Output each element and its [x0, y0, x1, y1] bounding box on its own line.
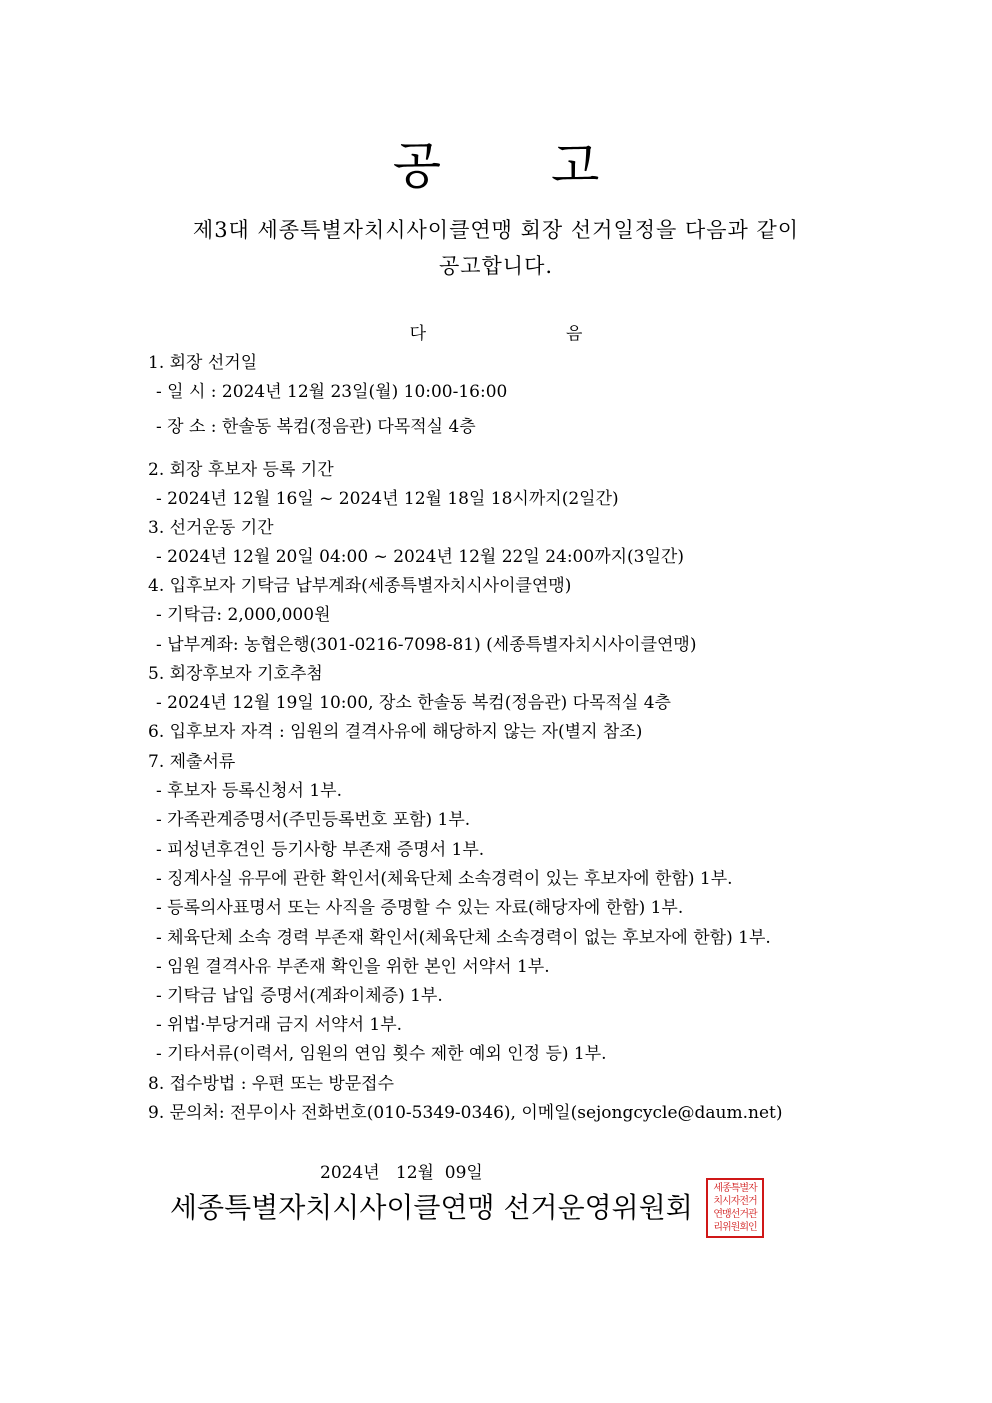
item-2-heading: 2. 회장 후보자 등록 기간 [148, 460, 334, 480]
item-9-contact: 9. 문의처: 전무이사 전화번호(010-5349-0346), 이메일(sejongcycle@daum.net) [148, 1103, 783, 1123]
seal-line: 세종특별자 [713, 1183, 757, 1194]
document-item: - 기탁금 납입 증명서(계좌이체증) 1부. [156, 986, 443, 1006]
intro-line-2: 공고합니다. [438, 254, 554, 278]
intro-paragraph [120, 212, 872, 284]
item-5-heading: 5. 회장후보자 기호추첨 [148, 664, 323, 684]
page-title [0, 136, 992, 196]
organization-name: 세종특별자치시사이클연맹 선거운영위원회 [170, 1191, 693, 1224]
document-item: - 후보자 등록신청서 1부. [156, 781, 342, 801]
section-heading-right: 음 [566, 324, 583, 344]
document-item: - 위법·부당거래 금지 서약서 1부. [156, 1015, 403, 1035]
title-left: 공 [392, 137, 441, 195]
document-item: - 기타서류(이력서, 임원의 연임 횟수 제한 예외 인정 등) 1부. [156, 1044, 607, 1064]
item-2-period: - 2024년 12월 16일 ~ 2024년 12월 18일 18시까지(2일간) [156, 489, 619, 509]
announcement-date: 2024년 12월 09일 [320, 1163, 483, 1183]
item-1-datetime: - 일 시 : 2024년 12월 23일(월) 10:00-16:00 [156, 382, 508, 402]
seal-line: 리위원회인 [713, 1222, 757, 1233]
item-3-heading: 3. 선거운동 기간 [148, 518, 274, 538]
item-7-heading: 7. 제출서류 [148, 752, 236, 772]
seal-line: 연맹선거관 [713, 1209, 757, 1220]
official-seal [706, 1178, 764, 1238]
section-heading-left: 다 [409, 324, 426, 344]
document-item: - 피성년후견인 등기사항 부존재 증명서 1부. [156, 840, 485, 860]
intro-line-1: 제3대 세종특별자치시사이클연맹 회장 선거일정을 다음과 같이 [192, 218, 800, 242]
item-4-heading: 4. 입후보자 기탁금 납부계좌(세종특별자치시사이클연맹) [148, 576, 572, 596]
document-item: - 체육단체 소속 경력 부존재 확인서(체육단체 소속경력이 없는 후보자에 한함) 1부. [156, 928, 771, 948]
item-3-period: - 2024년 12월 20일 04:00 ~ 2024년 12월 22일 24:00까지(3일간) [156, 547, 684, 567]
document-item: - 가족관계증명서(주민등록번호 포함) 1부. [156, 810, 471, 830]
item-6-heading: 6. 입후보자 자격 : 임원의 결격사유에 해당하지 않는 자(별지 참조) [148, 722, 643, 742]
document-item: - 징계사실 유무에 관한 확인서(체육단체 소속경력이 있는 후보자에 한함) 1부. [156, 869, 733, 889]
item-4-account: - 납부계좌: 농협은행(301-0216-7098-81) (세종특별자치시사이클연맹) [156, 635, 697, 655]
section-heading [0, 322, 992, 346]
document-item: - 임원 결격사유 부존재 확인을 위한 본인 서약서 1부. [156, 957, 550, 977]
document-item: - 등록의사표명서 또는 사직을 증명할 수 있는 자료(해당자에 한함) 1부. [156, 898, 684, 918]
title-right: 고 [551, 137, 600, 195]
seal-line: 치시자전거 [713, 1196, 757, 1207]
item-1-location: - 장 소 : 한솔동 복컴(정음관) 다목적실 4층 [156, 417, 476, 437]
item-4-deposit: - 기탁금: 2,000,000원 [156, 605, 331, 625]
item-5-detail: - 2024년 12월 19일 10:00, 장소 한솔동 복컴(정음관) 다목적실 4층 [156, 693, 671, 713]
item-8-heading: 8. 접수방법 : 우편 또는 방문접수 [148, 1074, 395, 1094]
item-1-heading: 1. 회장 선거일 [148, 353, 258, 373]
